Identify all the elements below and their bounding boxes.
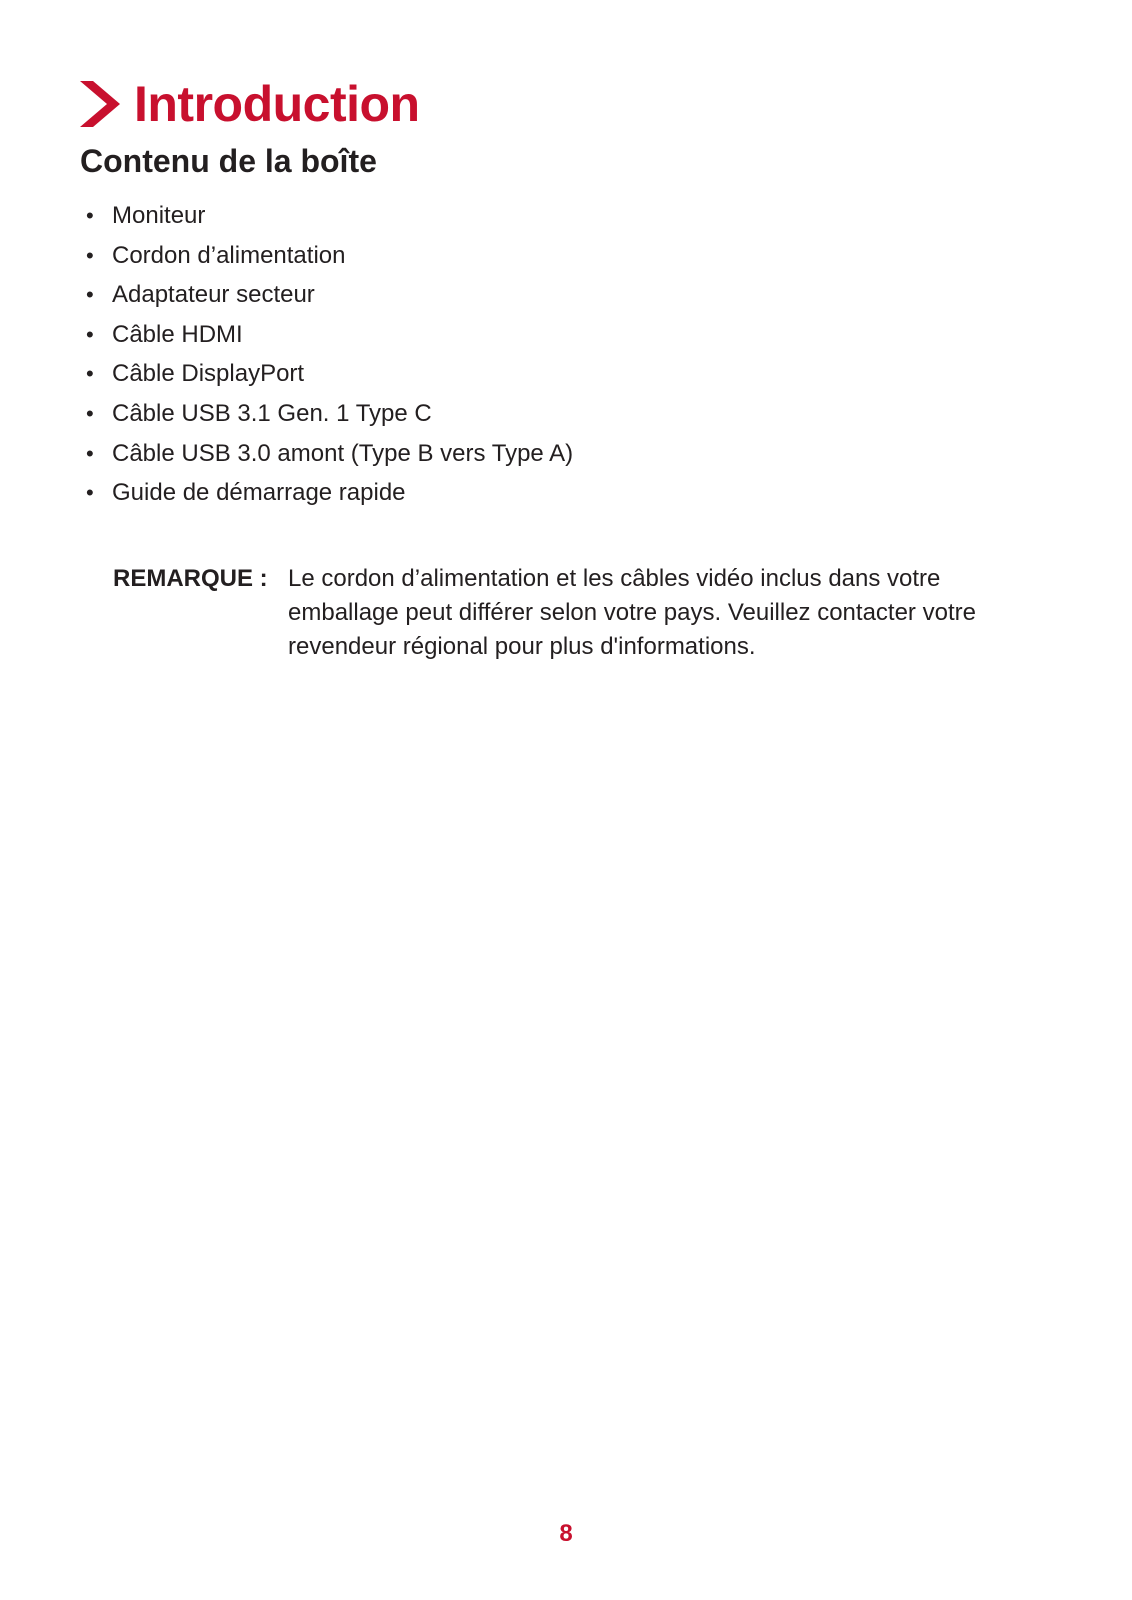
page-title: Introduction: [134, 76, 420, 132]
bullet: •: [86, 480, 94, 506]
list-item-label: Moniteur: [112, 202, 206, 229]
list-item-label: Cordon d’alimentation: [112, 241, 346, 269]
note-block: [113, 562, 1053, 664]
list-item: [86, 315, 573, 355]
list-item-label: Guide de démarrage rapide: [112, 479, 406, 507]
list-item: [86, 434, 573, 474]
section-subtitle: Contenu de la boîte: [80, 143, 377, 179]
bullet: •: [86, 361, 94, 387]
list-item: [86, 394, 573, 434]
list-item: [86, 236, 573, 276]
box-contents-list: [86, 196, 573, 513]
page-number: 8: [559, 1520, 573, 1547]
list-item: [86, 275, 573, 315]
list-item: [86, 196, 573, 236]
bullet: •: [86, 282, 94, 308]
list-item: [86, 473, 573, 513]
section-header: [80, 74, 420, 134]
list-item-label: Câble HDMI: [112, 320, 243, 348]
chevron-shape: [80, 81, 120, 127]
list-item-label: Câble DisplayPort: [112, 360, 305, 388]
chevron-right-icon: [80, 81, 120, 127]
list-item: [86, 354, 573, 394]
bullet: •: [86, 321, 94, 347]
list-item-label: Câble USB 3.0 amont (Type B vers Type A): [112, 439, 574, 467]
bullet: •: [86, 203, 94, 228]
bullet: •: [86, 242, 94, 268]
note-text: Le cordon d’alimentation et les câbles vidéo inclus dans votre emballage peut différer selon votre pays. Veuillez contacter votre revendeur régional pour plus d'informations.: [288, 565, 976, 660]
list-item-label: Adaptateur secteur: [112, 281, 315, 309]
bullet: •: [86, 440, 94, 466]
list-item-label: Câble USB 3.1 Gen. 1 Type C: [112, 399, 432, 427]
bullet: •: [86, 400, 94, 426]
note-label: REMARQUE :: [113, 565, 268, 592]
